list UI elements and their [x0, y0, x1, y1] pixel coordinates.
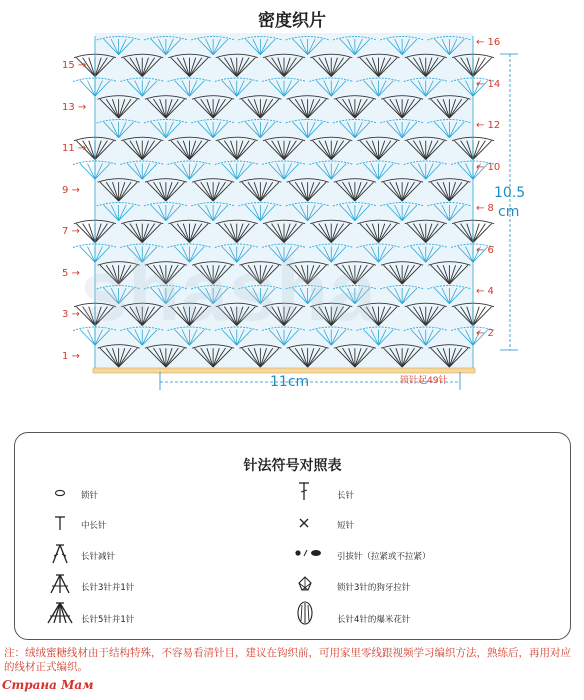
double-crochet-2tog-icon	[49, 543, 71, 565]
legend-title: 针法符号对照表	[243, 458, 342, 474]
row-label-left: 9 →	[62, 184, 80, 196]
slip-stitch-icon	[293, 547, 325, 559]
legend-label-dc5tog: 长针5针并1针	[81, 615, 135, 625]
row-label-right: ← 8	[476, 203, 494, 214]
row-label-left: 5 →	[62, 267, 80, 279]
site-watermark: Страна Мам	[2, 678, 94, 692]
row-label-left: 3 →	[62, 309, 80, 320]
row-label-right: ← 14	[476, 78, 501, 90]
row-label-right: ← 16	[476, 37, 501, 48]
chain-stitch-icon	[53, 488, 67, 498]
stitch-legend	[14, 432, 571, 640]
row-label-right: ← 2	[476, 327, 494, 339]
legend-label-sc: 短针	[337, 521, 355, 531]
legend-label-popcorn: 长针4针的爆米花针	[337, 615, 411, 625]
legend-label-dc3tog: 长针3针并1针	[81, 583, 135, 593]
yarn-note: 注：绒绒蜜糖线材由于结构特殊，不容易看清针目，建议在钩织前，可用家里零线跟视频学习编织方法，熟练后，再用对应的线材正式编织。	[4, 647, 571, 673]
row-label-right: ← 4	[476, 286, 494, 297]
height-value: 10.5	[494, 185, 526, 201]
double-crochet-5tog-icon	[46, 601, 74, 625]
width-dimension: 11cm	[270, 374, 310, 390]
double-crochet-icon	[297, 481, 311, 501]
height-unit: cm	[498, 204, 520, 220]
legend-label-chain: 锁针	[81, 491, 99, 501]
row-label-right: ← 6	[476, 244, 494, 256]
popcorn-icon	[296, 600, 314, 626]
row-label-right: ← 10	[476, 161, 501, 173]
background-watermark	[80, 210, 520, 340]
row-label-left: 7 →	[62, 226, 80, 237]
half-double-crochet-icon	[53, 515, 67, 531]
legend-label-dc: 长针	[337, 491, 355, 501]
legend-label-hdc: 中长针	[81, 521, 107, 531]
double-crochet-3tog-icon	[48, 573, 72, 595]
page-title: 密度织片	[258, 11, 326, 31]
row-label-left: 15 →	[62, 60, 87, 71]
picot-icon	[296, 575, 314, 593]
foundation-chain-note: 锁针起49针	[400, 376, 448, 386]
row-label-left: 13 →	[62, 101, 87, 113]
legend-label-dc2tog: 长针减针	[81, 552, 116, 562]
legend-label-slip: 引拔针（拉紧或不拉紧）	[337, 552, 431, 562]
row-label-left: 1 →	[62, 350, 80, 362]
legend-label-picot: 锁针3针的狗牙拉针	[337, 583, 411, 593]
single-crochet-icon	[298, 517, 310, 529]
row-label-right: ← 12	[476, 120, 501, 131]
row-label-left: 11 →	[62, 143, 87, 154]
svg-text:shasha: shasha	[80, 243, 377, 339]
